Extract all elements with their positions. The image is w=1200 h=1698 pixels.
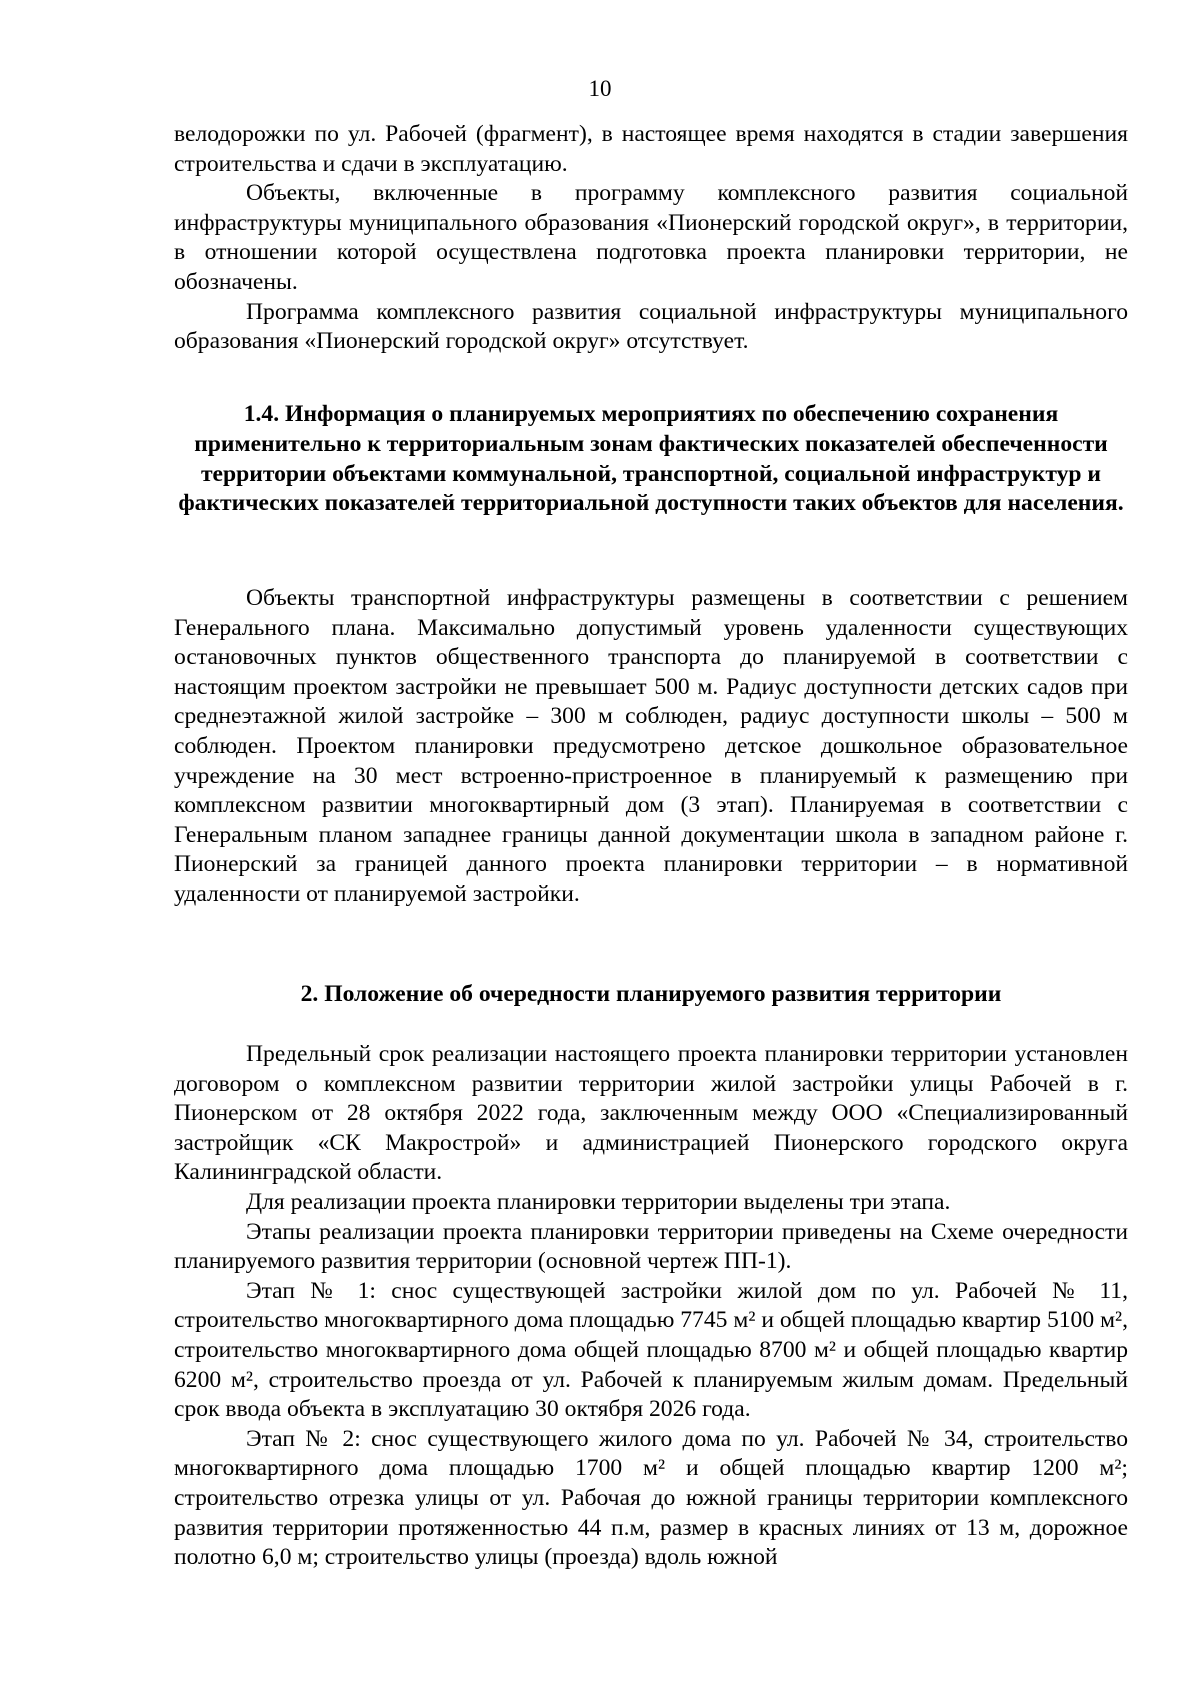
paragraph: Этап № 2: снос существующего жилого дома по ул. Рабочей № 34, строительство многоквартирного дома площадью 1700 м² и общей площадью квартир 1200 м²; строительство отрезка улицы от ул. Рабочая до южной границы территории комплексного развития территории протяженностью 44 п.м, размер в красных линиях от 13 м, дорожное полотно 6,0 м; строительство улицы (проезда) вдоль южной: [174, 1425, 1128, 1571]
paragraph: Объекты, включенные в программу комплексного развития социальной инфраструктуры муниципального образования «Пионерский городской округ», в территории, в отношении которой осуществлена подготовка проекта планировки территории, не обозначены.: [174, 180, 1128, 295]
section-heading-2: 2. Положение об очередности планируемого развития территории: [300, 981, 1002, 1007]
section-1-4-body: [174, 584, 1128, 910]
paragraph: Объекты транспортной инфраструктуры размещены в соответствии с решением Генерального плана. Максимально допустимый уровень удаленности существующих остановочных пунктов общественного транспорта до планируемой в соответствии с настоящим проектом застройки не превышает 500 м. Радиус доступности детских садов при среднеэтажной жилой застройке – 300 м соблюден, радиус доступности школы – 500 м соблюден. Проектом планировки предусмотрено детское дошкольное образовательное учреждение на 30 мест встроенно-пристроенное в планируемый к размещению при комплексном развитии многоквартирный дом (3 этап). Планируемая в соответствии с Генеральным планом западнее границы данной документации школа в западном районе г. Пионерский за границей данного проекта планировки территории – в нормативной удаленности от планируемой застройки.: [174, 585, 1128, 907]
intro-block: [174, 120, 1128, 357]
paragraph: Этап № 1: снос существующей застройки жилой дом по ул. Рабочей № 11, строительство многоквартирного дома площадью 7745 м² и общей площадью квартир 5100 м², строительство многоквартирного дома общей площадью 8700 м² и общей площадью квартир 6200 м², строительство проезда от ул. Рабочей к планируемым жилым домам. Предельный срок ввода объекта в эксплуатацию 30 октября 2026 года.: [174, 1277, 1128, 1423]
paragraph: Предельный срок реализации настоящего проекта планировки территории установлен договором о комплексном развитии территории жилой застройки улицы Рабочей в г. Пионерском от 28 октября 2022 года, заключенным между ООО «Специализированный застройщик «СК Макрострой» и администрацией Пионерского городского округа Калининградской области.: [174, 1041, 1128, 1186]
section-heading-1-4: 1.4. Информация о планируемых мероприятиях по обеспечению сохранения применительно к территориальным зонам фактических показателей обеспеченности территории объектами коммунальной, транспортной, социальной инфраструктур и фактических показателей территориальной доступности таких объектов для населения.: [178, 401, 1124, 517]
paragraph: Для реализации проекта планировки территории выделены три этапа.: [246, 1188, 951, 1215]
paragraph: Этапы реализации проекта планировки территории приведены на Схеме очередности планируемого развития территории (основной чертеж ПП-1).: [174, 1218, 1128, 1275]
paragraph: велодорожки по ул. Рабочей (фрагмент), в настоящее время находятся в стадии завершения строительства и сдачи в эксплуатацию.: [174, 121, 1128, 177]
page-number: 10: [588, 76, 612, 101]
paragraph: Программа комплексного развития социальной инфраструктуры муниципального образования «Пионерский городской округ» отсутствует.: [174, 298, 1128, 355]
section-2-body: [174, 1040, 1128, 1573]
